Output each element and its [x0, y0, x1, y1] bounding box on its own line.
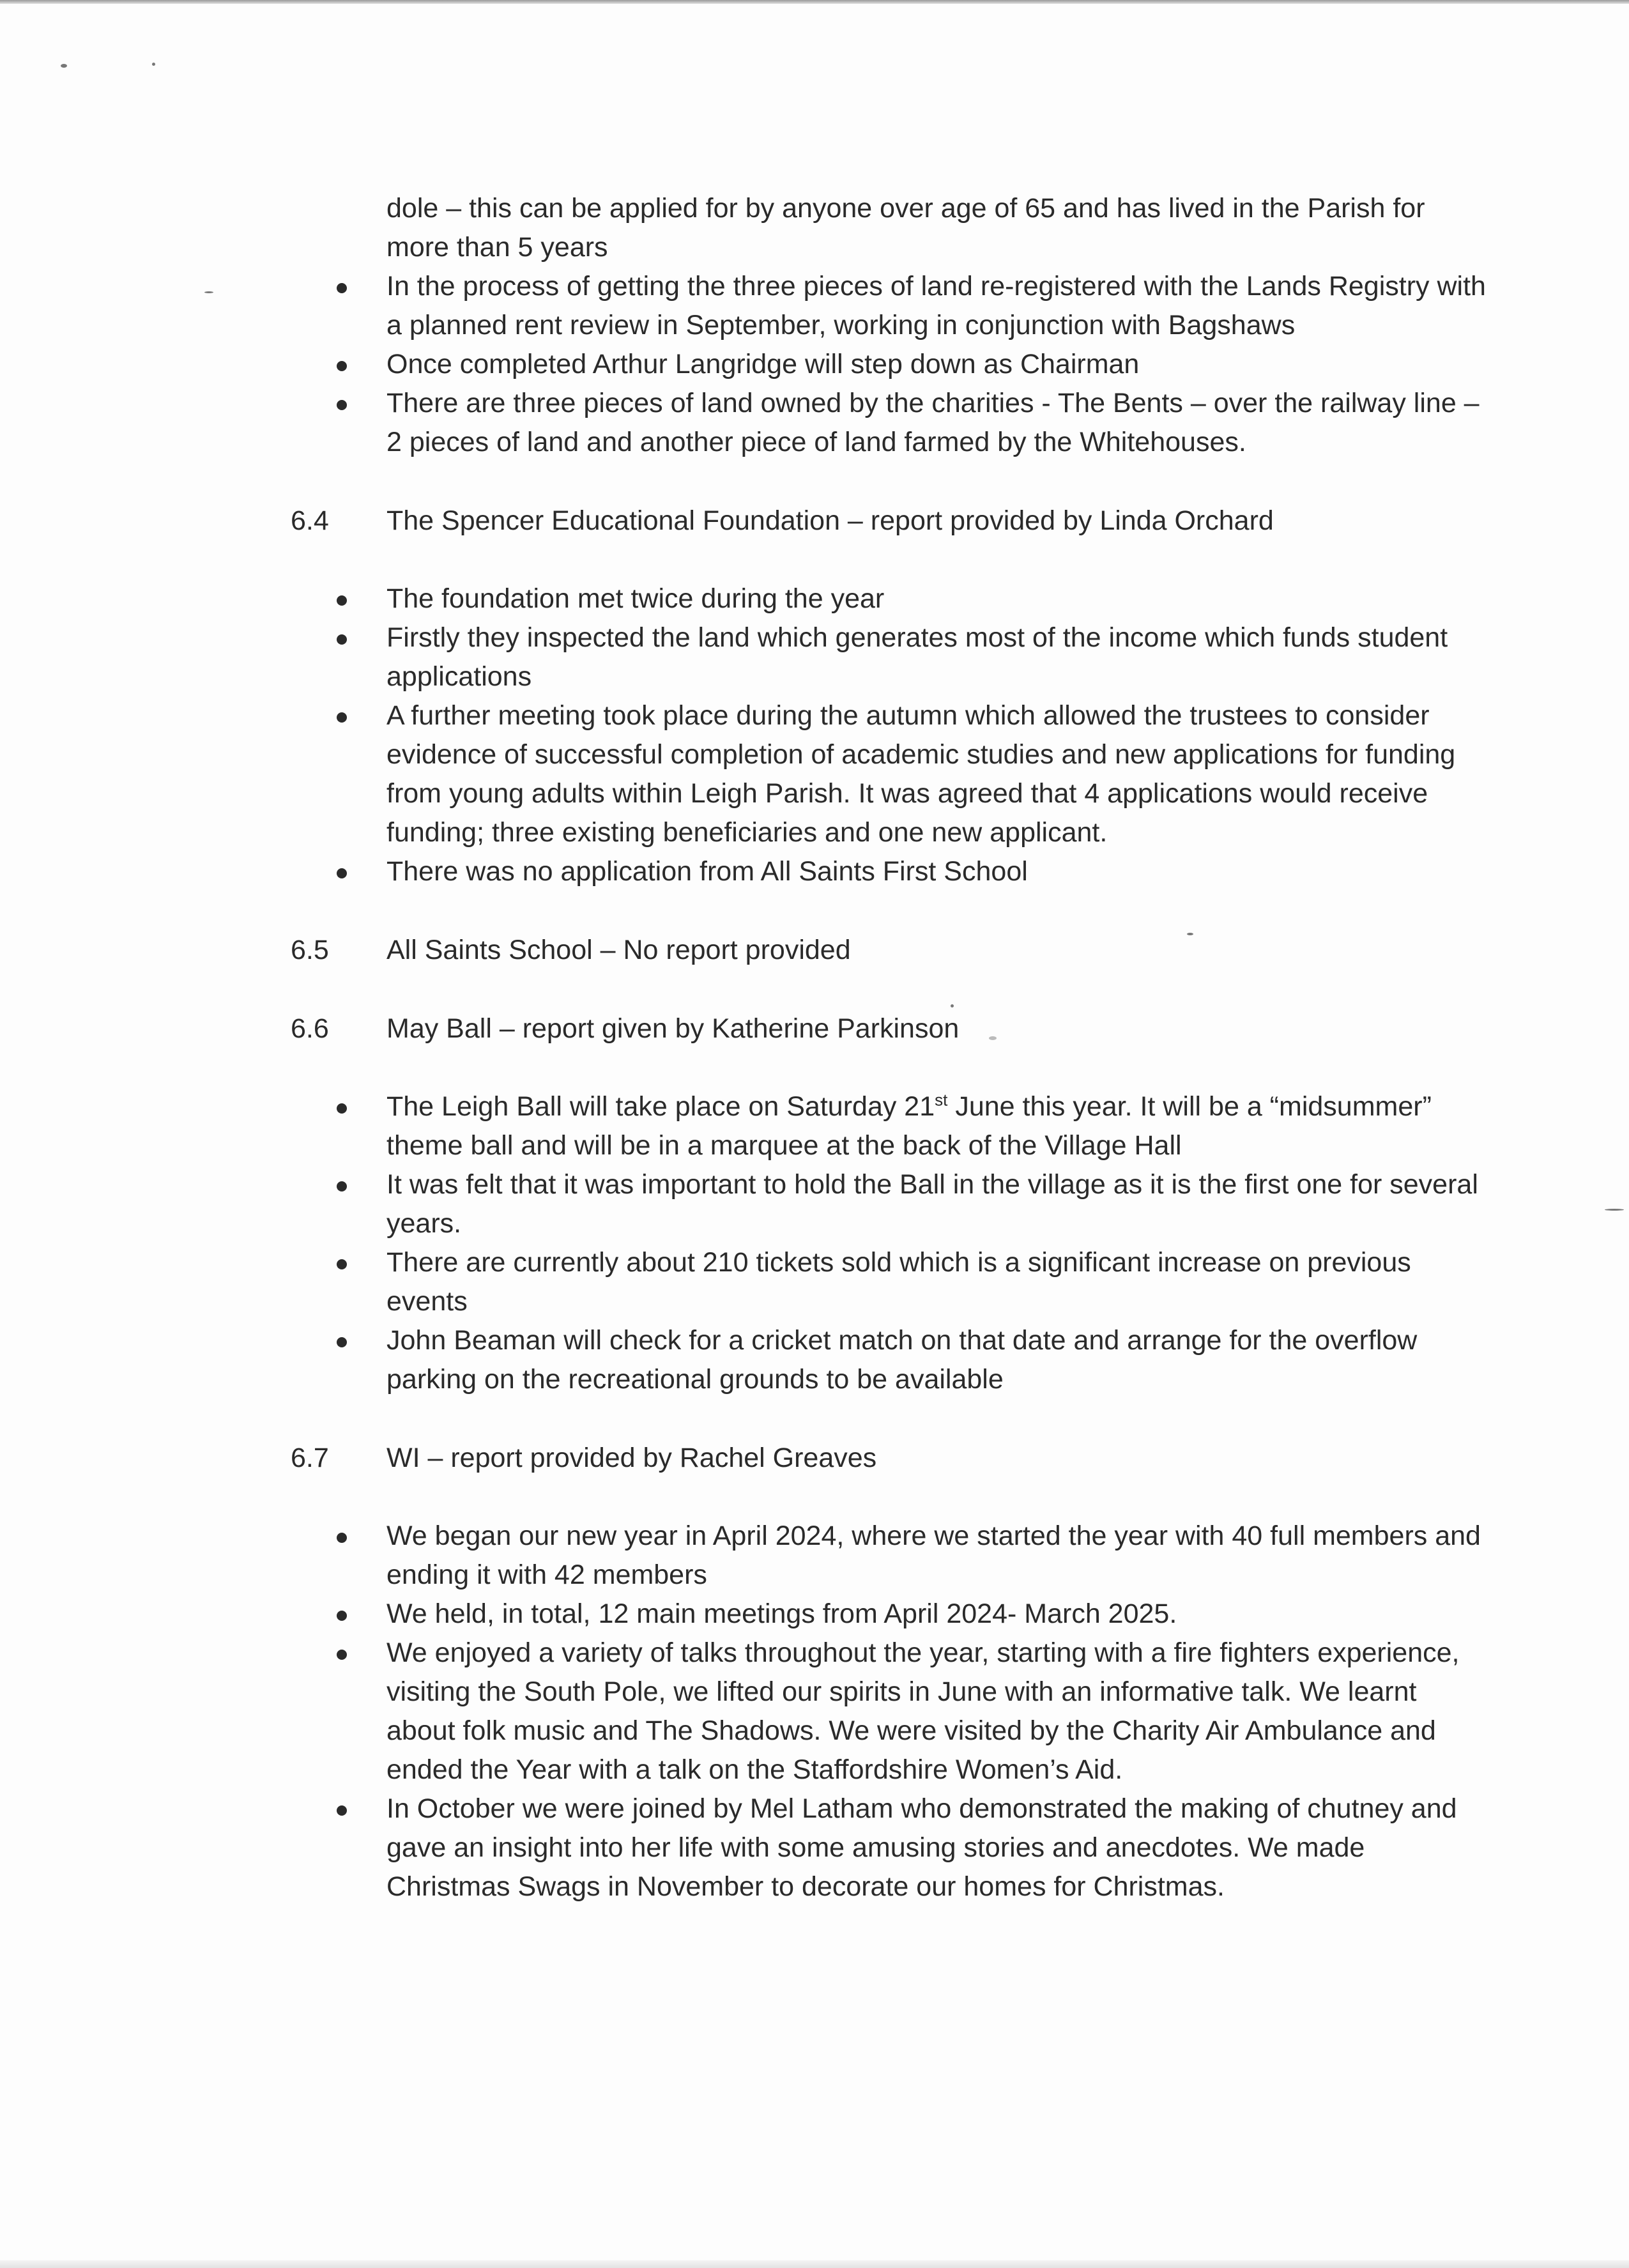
- list-item: We held, in total, 12 main meetings from April 2024- March 2025.: [386, 1595, 1492, 1634]
- ordinal-suffix: st: [935, 1090, 948, 1110]
- list-item: There was no application from All Saints First School: [386, 852, 1492, 891]
- section-title: May Ball – report given by Katherine Parkinson: [386, 1013, 960, 1044]
- page-bottom-edge: [0, 2260, 1629, 2268]
- section-number: 6.6: [291, 1013, 329, 1044]
- section-bullet-list: [291, 1087, 1504, 1399]
- list-item: It was felt that it was important to hold the Ball in the village as it is the first one for several years.: [386, 1165, 1492, 1243]
- scan-speck: [204, 291, 213, 293]
- list-item: In the process of getting the three pieces of land re-registered with the Lands Registry with a planned rent review in September, working in conjunction with Bagshaws: [386, 267, 1492, 345]
- section-heading-6-5: [291, 931, 1504, 970]
- list-item: Firstly they inspected the land which generates most of the income which funds student applications: [386, 618, 1492, 696]
- section-heading-6-4: [291, 502, 1504, 540]
- list-item: The foundation met twice during the year: [386, 579, 1492, 618]
- section-heading-6-7: [291, 1439, 1504, 1478]
- list-item: A further meeting took place during the autumn which allowed the trustees to consider evidence of successful completion of academic studies and new applications for funding from young adults within Leigh Parish. It was agreed that 4 applications would receive funding; three existing beneficiaries and one new applicant.: [386, 696, 1492, 852]
- scan-speck: [152, 63, 155, 66]
- scan-speck: [61, 64, 67, 68]
- section-title: All Saints School – No report provided: [386, 935, 851, 965]
- list-item: John Beaman will check for a cricket match on that date and arrange for the overflow parking on the recreational grounds to be available: [386, 1321, 1492, 1399]
- list-item: The Leigh Ball will take place on Saturday 21st June this year. It will be a “midsummer” theme ball and will be in a marquee at the back of the Village Hall: [386, 1087, 1492, 1165]
- section-number: 6.5: [291, 935, 329, 965]
- section-title: WI – report provided by Rachel Greaves: [386, 1443, 877, 1473]
- list-item: Once completed Arthur Langridge will step down as Chairman: [386, 345, 1492, 384]
- section-bullet-list: [291, 1517, 1504, 1906]
- list-item: In October we were joined by Mel Latham who demonstrated the making of chutney and gave an insight into her life with some amusing stories and anecdotes. We made Christmas Swags in November to decorate our homes for Christmas.: [386, 1789, 1492, 1906]
- section-heading-6-6: [291, 1009, 1504, 1048]
- section-number: 6.4: [291, 505, 329, 536]
- document-body: [291, 189, 1504, 1906]
- continuation-paragraph: dole – this can be applied for by anyone over age of 65 and has lived in the Parish for more than 5 years: [386, 193, 1425, 263]
- scan-speck: [1605, 1209, 1624, 1211]
- page-top-edge: [0, 0, 1629, 4]
- intro-bullet-list: [291, 267, 1504, 462]
- list-item: We began our new year in April 2024, where we started the year with 40 full members and ending it with 42 members: [386, 1517, 1492, 1595]
- list-item: There are currently about 210 tickets sold which is a significant increase on previous events: [386, 1243, 1492, 1321]
- section-bullet-list: [291, 579, 1504, 891]
- list-item: There are three pieces of land owned by the charities - The Bents – over the railway line – 2 pieces of land and another piece of land farmed by the Whitehouses.: [386, 384, 1492, 462]
- section-title: The Spencer Educational Foundation – report provided by Linda Orchard: [386, 505, 1274, 536]
- list-item: We enjoyed a variety of talks throughout the year, starting with a fire fighters experience, visiting the South Pole, we lifted our spirits in June with an informative talk. We learnt about folk music and The Shadows. We were visited by the Charity Air Ambulance and ended the Year with a talk on the Staffordshire Women’s Aid.: [386, 1634, 1492, 1789]
- section-number: 6.7: [291, 1443, 329, 1473]
